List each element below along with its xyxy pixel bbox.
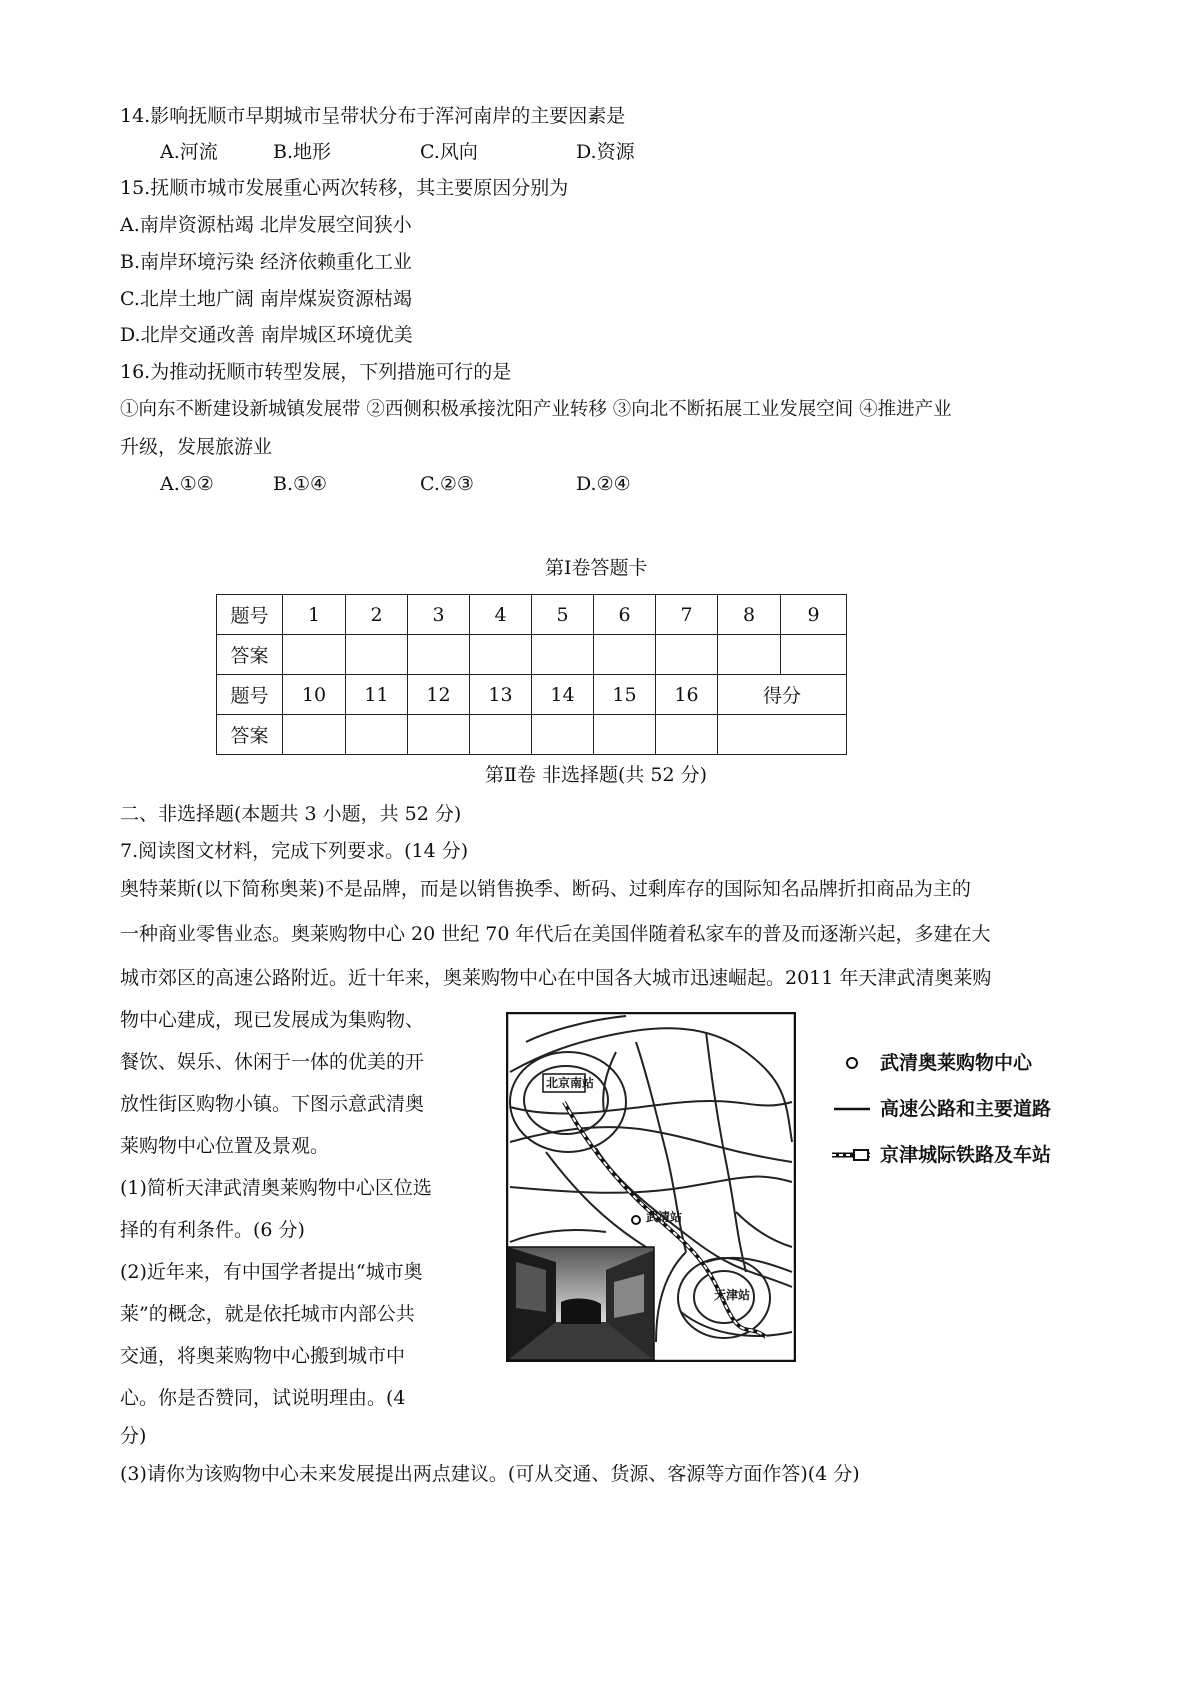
station-tianjin-label: 天津站 (714, 1288, 751, 1302)
table-row (217, 595, 847, 635)
outlet-marker-icon (832, 1053, 872, 1073)
table-row (217, 675, 847, 715)
q7-subquestion-3: (3)请你为该购物中心未来发展提出两点建议。(可从交通、货源、客源等方面作答)(4 分) (120, 1463, 860, 1485)
q7-subquestion-2: (2)近年来，有中国学者提出“城市奥 (120, 1261, 423, 1283)
answer-cell[interactable] (532, 715, 594, 755)
answer-cell[interactable] (781, 635, 847, 675)
q14-options (160, 139, 760, 165)
legend-label: 武清奥莱购物中心 (880, 1052, 1033, 1074)
q14-stem: 14.影响抚顺市早期城市呈带状分布于浑河南岸的主要因素是 (120, 105, 626, 127)
question-number: 10 (283, 675, 346, 715)
road-line-icon (832, 1099, 872, 1119)
q16-option-c: C.②③ (420, 473, 474, 495)
answer-cell[interactable] (656, 715, 718, 755)
q7-intro: 7.阅读图文材料，完成下列要求。(14 分) (120, 840, 469, 862)
table-row (217, 635, 847, 675)
question-number: 13 (470, 675, 532, 715)
part2-heading: 二、非选择题(本题共 3 小题，共 52 分) (120, 803, 462, 825)
q15-stem: 15.抚顺市城市发展重心两次转移，其主要原因分别为 (120, 177, 569, 199)
question-number: 6 (594, 595, 656, 635)
q7-subquestion-2-cont: 交通，将奥莱购物中心搬到城市中 (120, 1345, 406, 1367)
answer-cell[interactable] (470, 635, 532, 675)
question-number: 15 (594, 675, 656, 715)
q14-option-d: D.资源 (576, 141, 635, 163)
question-number: 8 (718, 595, 781, 635)
answer-cell[interactable] (470, 715, 532, 755)
q16-stem: 16.为推动抚顺市转型发展，下列措施可行的是 (120, 361, 512, 383)
q14-option-a: A.河流 (160, 141, 218, 163)
station-wuqing-label: 武清站 (646, 1210, 683, 1224)
q7-paragraph-line: 莱购物中心位置及景观。 (120, 1135, 330, 1157)
q7-subquestion-2-cont: 分) (120, 1425, 147, 1447)
q16-option-d: D.②④ (576, 473, 631, 495)
score-cell[interactable] (718, 715, 847, 755)
answer-cell[interactable] (656, 635, 718, 675)
q16-options (160, 471, 760, 497)
q15-option-c: C.北岸土地广阔 南岸煤炭资源枯竭 (120, 288, 412, 310)
q14-option-c: C.风向 (420, 141, 478, 163)
question-number: 14 (532, 675, 594, 715)
q7-paragraph-line: 一种商业零售业态。奥莱购物中心 20 世纪 70 年代后在美国伴随着私家车的普及而逐渐兴起，多建在大 (120, 923, 991, 945)
answer-cell[interactable] (594, 715, 656, 755)
answer-cell[interactable] (532, 635, 594, 675)
question-number: 16 (656, 675, 718, 715)
location-map (506, 1012, 796, 1362)
row-label: 答案 (217, 635, 283, 675)
table-row (217, 715, 847, 755)
answer-cell[interactable] (408, 715, 470, 755)
answer-cell[interactable] (346, 635, 408, 675)
answer-cell[interactable] (718, 635, 781, 675)
answer-cell[interactable] (594, 635, 656, 675)
row-label: 题号 (217, 595, 283, 635)
legend-label: 高速公路和主要道路 (880, 1098, 1052, 1120)
q7-paragraph-line: 放性街区购物小镇。下图示意武清奥 (120, 1093, 425, 1115)
q16-statements-cont: 升级，发展旅游业 (120, 436, 273, 458)
q14-option-b: B.地形 (273, 141, 332, 163)
question-number: 3 (408, 595, 470, 635)
q7-paragraph-line: 物中心建成，现已发展成为集购物、 (120, 1009, 425, 1031)
score-label: 得分 (718, 675, 847, 715)
q16-statements: ①向东不断建设新城镇发展带 ②西侧积极承接沈阳产业转移 ③向北不断拓展工业发展空间 ④推进产业 (120, 399, 952, 420)
question-number: 9 (781, 595, 847, 635)
answer-card-title: 第Ⅰ卷答题卡 (545, 557, 648, 579)
row-label: 答案 (217, 715, 283, 755)
answer-cell[interactable] (408, 635, 470, 675)
q7-paragraph-line: 奥特莱斯(以下简称奥莱)不是品牌，而是以销售换季、断码、过剩库存的国际知名品牌折扣商品为主的 (120, 878, 971, 900)
answer-cell[interactable] (283, 635, 346, 675)
q15-option-b: B.南岸环境污染 经济依赖重化工业 (120, 251, 413, 273)
railway-station-icon (832, 1145, 872, 1165)
question-number: 1 (283, 595, 346, 635)
q7-subquestion-2-cont: 心。你是否赞同，试说明理由。(4 (120, 1387, 406, 1409)
outlet-marker-icon (632, 1216, 640, 1224)
part2-title: 第Ⅱ卷 非选择题(共 52 分) (485, 764, 708, 786)
q7-paragraph-line: 城市郊区的高速公路附近。近十年来，奥莱购物中心在中国各大城市迅速崛起。2011 年天津武清奥莱购 (120, 967, 992, 989)
outlet-scene-photo (508, 1247, 654, 1360)
q7-subquestion-2-cont: 莱”的概念，就是依托城市内部公共 (120, 1303, 415, 1325)
answer-cell[interactable] (346, 715, 408, 755)
q16-option-b: B.①④ (273, 473, 328, 495)
q15-option-d: D.北岸交通改善 南岸城区环境优美 (120, 324, 413, 346)
question-number: 7 (656, 595, 718, 635)
q16-option-a: A.①② (160, 473, 214, 495)
question-number: 12 (408, 675, 470, 715)
station-beijing-label: 北京南站 (546, 1076, 595, 1090)
q7-paragraph-line: 餐饮、娱乐、休闲于一体的优美的开 (120, 1051, 425, 1073)
question-number: 2 (346, 595, 408, 635)
row-label: 题号 (217, 675, 283, 715)
question-number: 4 (470, 595, 532, 635)
answer-card-table (216, 594, 847, 755)
question-number: 11 (346, 675, 408, 715)
question-number: 5 (532, 595, 594, 635)
q7-subquestion-1-cont: 择的有利条件。(6 分) (120, 1219, 305, 1241)
legend-label: 京津城际铁路及车站 (880, 1144, 1052, 1166)
answer-cell[interactable] (283, 715, 346, 755)
q7-subquestion-1: (1)简析天津武清奥莱购物中心区位选 (120, 1177, 432, 1199)
q15-option-a: A.南岸资源枯竭 北岸发展空间狭小 (120, 214, 412, 236)
